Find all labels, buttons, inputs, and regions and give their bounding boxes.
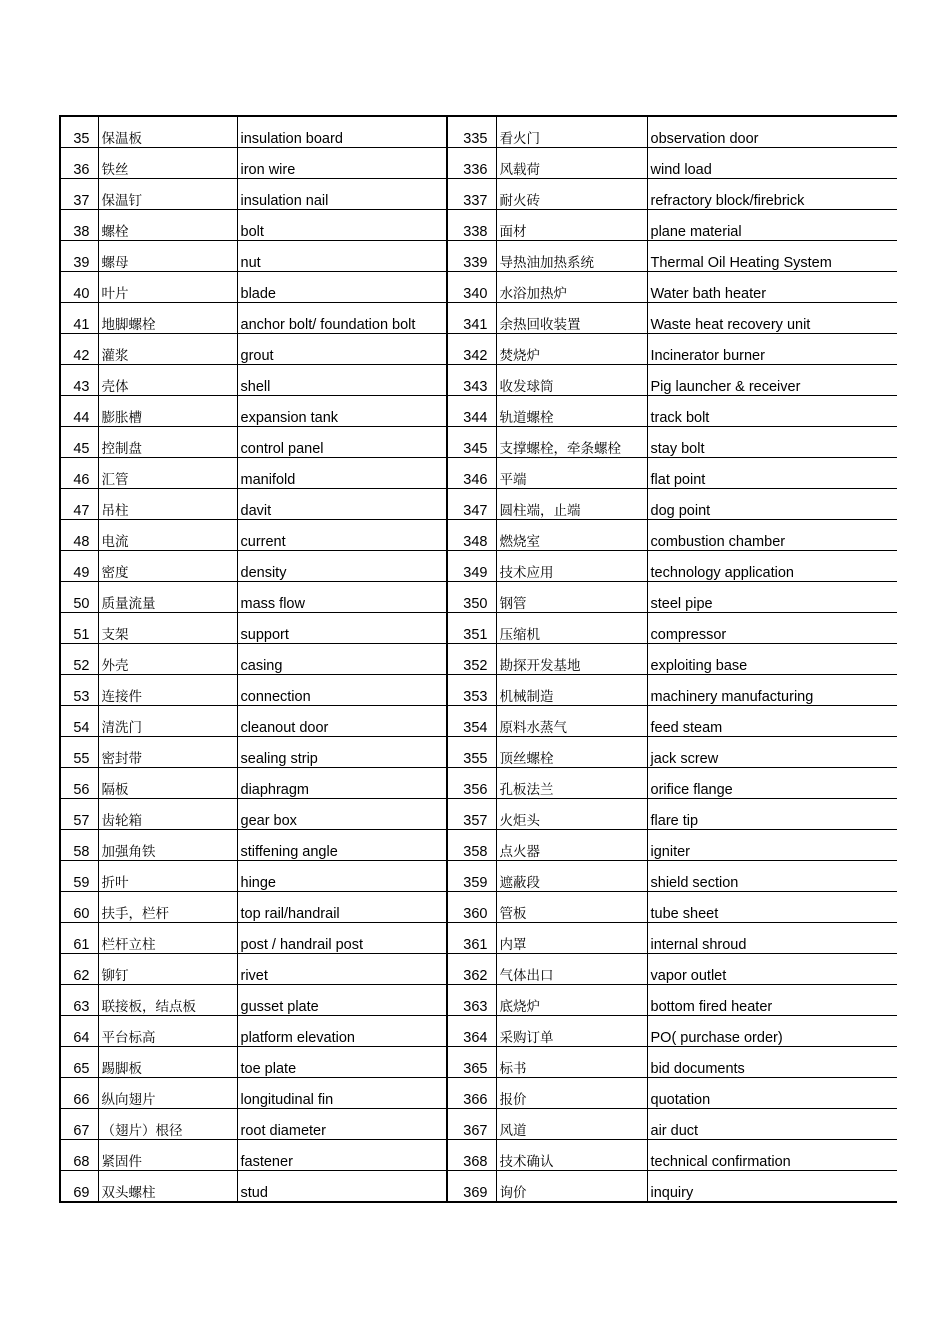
left-term-english: support bbox=[237, 613, 447, 644]
right-term-english: bottom fired heater bbox=[647, 985, 897, 1016]
left-term-number: 59 bbox=[60, 861, 98, 892]
right-term-english: machinery manufacturing bbox=[647, 675, 897, 706]
left-term-english: rivet bbox=[237, 954, 447, 985]
table-row bbox=[60, 1047, 897, 1078]
left-term-number: 52 bbox=[60, 644, 98, 675]
table-row bbox=[60, 861, 897, 892]
left-term-english: davit bbox=[237, 489, 447, 520]
table-row bbox=[60, 365, 897, 396]
table-row bbox=[60, 675, 897, 706]
table-row bbox=[60, 210, 897, 241]
left-term-number: 63 bbox=[60, 985, 98, 1016]
right-term-number: 346 bbox=[447, 458, 496, 489]
left-term-number: 51 bbox=[60, 613, 98, 644]
right-term-english: refractory block/firebrick bbox=[647, 179, 897, 210]
table-row bbox=[60, 303, 897, 334]
left-term-number: 53 bbox=[60, 675, 98, 706]
left-term-english: insulation board bbox=[237, 116, 447, 148]
right-term-english: dog point bbox=[647, 489, 897, 520]
table-row bbox=[60, 334, 897, 365]
table-row bbox=[60, 582, 897, 613]
left-term-english: diaphragm bbox=[237, 768, 447, 799]
left-term-number: 36 bbox=[60, 148, 98, 179]
right-term-chinese: 支撑螺栓，牵条螺栓 bbox=[496, 427, 647, 458]
table-row bbox=[60, 551, 897, 582]
table-row bbox=[60, 1171, 897, 1203]
left-term-chinese: 密封带 bbox=[98, 737, 237, 768]
right-term-english: track bolt bbox=[647, 396, 897, 427]
left-term-english: platform elevation bbox=[237, 1016, 447, 1047]
left-term-chinese: 支架 bbox=[98, 613, 237, 644]
left-term-english: toe plate bbox=[237, 1047, 447, 1078]
left-term-chinese: 铁丝 bbox=[98, 148, 237, 179]
right-term-english: flat point bbox=[647, 458, 897, 489]
right-term-chinese: 勘探开发基地 bbox=[496, 644, 647, 675]
left-term-chinese: 地脚螺栓 bbox=[98, 303, 237, 334]
left-term-number: 64 bbox=[60, 1016, 98, 1047]
left-term-number: 47 bbox=[60, 489, 98, 520]
right-term-english: plane material bbox=[647, 210, 897, 241]
left-term-english: post / handrail post bbox=[237, 923, 447, 954]
right-term-number: 349 bbox=[447, 551, 496, 582]
glossary-table bbox=[59, 115, 897, 1203]
right-term-chinese: 气体出口 bbox=[496, 954, 647, 985]
left-term-number: 43 bbox=[60, 365, 98, 396]
left-term-english: shell bbox=[237, 365, 447, 396]
left-term-chinese: 紧固件 bbox=[98, 1140, 237, 1171]
table-row bbox=[60, 706, 897, 737]
right-term-english: Thermal Oil Heating System bbox=[647, 241, 897, 272]
table-row bbox=[60, 489, 897, 520]
left-term-chinese: 隔板 bbox=[98, 768, 237, 799]
right-term-number: 364 bbox=[447, 1016, 496, 1047]
left-term-english: current bbox=[237, 520, 447, 551]
right-term-english: combustion chamber bbox=[647, 520, 897, 551]
left-term-number: 69 bbox=[60, 1171, 98, 1203]
left-term-chinese: 叶片 bbox=[98, 272, 237, 303]
right-term-number: 356 bbox=[447, 768, 496, 799]
table-row bbox=[60, 179, 897, 210]
left-term-english: gear box bbox=[237, 799, 447, 830]
right-term-number: 340 bbox=[447, 272, 496, 303]
left-term-number: 60 bbox=[60, 892, 98, 923]
right-term-chinese: 报价 bbox=[496, 1078, 647, 1109]
right-term-chinese: 水浴加热炉 bbox=[496, 272, 647, 303]
right-term-chinese: 火炬头 bbox=[496, 799, 647, 830]
left-term-english: top rail/handrail bbox=[237, 892, 447, 923]
left-term-english: bolt bbox=[237, 210, 447, 241]
table-row bbox=[60, 272, 897, 303]
table-row bbox=[60, 148, 897, 179]
left-term-english: root diameter bbox=[237, 1109, 447, 1140]
right-term-chinese: 点火器 bbox=[496, 830, 647, 861]
left-term-number: 46 bbox=[60, 458, 98, 489]
right-term-english: shield section bbox=[647, 861, 897, 892]
right-term-english: Waste heat recovery unit bbox=[647, 303, 897, 334]
right-term-number: 354 bbox=[447, 706, 496, 737]
table-row bbox=[60, 1078, 897, 1109]
right-term-chinese: 内罩 bbox=[496, 923, 647, 954]
left-term-chinese: 汇管 bbox=[98, 458, 237, 489]
left-term-chinese: 纵向翅片 bbox=[98, 1078, 237, 1109]
left-term-chinese: 螺母 bbox=[98, 241, 237, 272]
left-term-english: fastener bbox=[237, 1140, 447, 1171]
left-term-english: stud bbox=[237, 1171, 447, 1203]
right-term-chinese: 轨道螺栓 bbox=[496, 396, 647, 427]
right-term-number: 355 bbox=[447, 737, 496, 768]
right-term-english: vapor outlet bbox=[647, 954, 897, 985]
right-term-chinese: 圆柱端，止端 bbox=[496, 489, 647, 520]
left-term-number: 45 bbox=[60, 427, 98, 458]
right-term-chinese: 管板 bbox=[496, 892, 647, 923]
right-term-chinese: 面材 bbox=[496, 210, 647, 241]
right-term-english: bid documents bbox=[647, 1047, 897, 1078]
left-term-chinese: 清洗门 bbox=[98, 706, 237, 737]
right-term-number: 361 bbox=[447, 923, 496, 954]
right-term-number: 341 bbox=[447, 303, 496, 334]
right-term-chinese: 导热油加热系统 bbox=[496, 241, 647, 272]
left-term-chinese: 齿轮箱 bbox=[98, 799, 237, 830]
right-term-english: air duct bbox=[647, 1109, 897, 1140]
right-term-number: 357 bbox=[447, 799, 496, 830]
right-term-number: 367 bbox=[447, 1109, 496, 1140]
left-term-english: blade bbox=[237, 272, 447, 303]
left-term-english: stiffening angle bbox=[237, 830, 447, 861]
right-term-number: 358 bbox=[447, 830, 496, 861]
left-term-english: hinge bbox=[237, 861, 447, 892]
left-term-number: 48 bbox=[60, 520, 98, 551]
left-term-chinese: 控制盘 bbox=[98, 427, 237, 458]
left-term-english: cleanout door bbox=[237, 706, 447, 737]
right-term-chinese: 平端 bbox=[496, 458, 647, 489]
left-term-number: 62 bbox=[60, 954, 98, 985]
left-term-number: 61 bbox=[60, 923, 98, 954]
left-term-number: 49 bbox=[60, 551, 98, 582]
right-term-english: inquiry bbox=[647, 1171, 897, 1203]
right-term-english: internal shroud bbox=[647, 923, 897, 954]
right-term-chinese: 技术确认 bbox=[496, 1140, 647, 1171]
right-term-english: feed steam bbox=[647, 706, 897, 737]
right-term-chinese: 钢管 bbox=[496, 582, 647, 613]
right-term-chinese: 询价 bbox=[496, 1171, 647, 1203]
right-term-english: PO( purchase order) bbox=[647, 1016, 897, 1047]
table-row bbox=[60, 954, 897, 985]
left-term-chinese: 电流 bbox=[98, 520, 237, 551]
right-term-number: 338 bbox=[447, 210, 496, 241]
left-term-english: gusset plate bbox=[237, 985, 447, 1016]
right-term-english: technology application bbox=[647, 551, 897, 582]
right-term-number: 351 bbox=[447, 613, 496, 644]
table-row bbox=[60, 768, 897, 799]
left-term-chinese: 吊柱 bbox=[98, 489, 237, 520]
table-row bbox=[60, 116, 897, 148]
right-term-chinese: 耐火砖 bbox=[496, 179, 647, 210]
left-term-chinese: 栏杆立柱 bbox=[98, 923, 237, 954]
right-term-english: stay bolt bbox=[647, 427, 897, 458]
glossary-body bbox=[60, 116, 897, 1202]
table-row bbox=[60, 613, 897, 644]
left-term-english: nut bbox=[237, 241, 447, 272]
left-term-number: 38 bbox=[60, 210, 98, 241]
table-row bbox=[60, 923, 897, 954]
left-term-chinese: 平台标高 bbox=[98, 1016, 237, 1047]
right-term-number: 359 bbox=[447, 861, 496, 892]
right-term-number: 369 bbox=[447, 1171, 496, 1203]
right-term-number: 343 bbox=[447, 365, 496, 396]
left-term-chinese: 加强角铁 bbox=[98, 830, 237, 861]
right-term-number: 352 bbox=[447, 644, 496, 675]
left-term-number: 66 bbox=[60, 1078, 98, 1109]
right-term-chinese: 余热回收装置 bbox=[496, 303, 647, 334]
left-term-chinese: 灌浆 bbox=[98, 334, 237, 365]
table-row bbox=[60, 892, 897, 923]
left-term-number: 65 bbox=[60, 1047, 98, 1078]
left-term-chinese: 膨胀槽 bbox=[98, 396, 237, 427]
left-term-english: iron wire bbox=[237, 148, 447, 179]
right-term-number: 348 bbox=[447, 520, 496, 551]
right-term-english: jack screw bbox=[647, 737, 897, 768]
left-term-number: 58 bbox=[60, 830, 98, 861]
right-term-number: 339 bbox=[447, 241, 496, 272]
left-term-chinese: 外壳 bbox=[98, 644, 237, 675]
right-term-number: 344 bbox=[447, 396, 496, 427]
left-term-chinese: 质量流量 bbox=[98, 582, 237, 613]
left-term-chinese: 连接件 bbox=[98, 675, 237, 706]
table-row bbox=[60, 830, 897, 861]
left-term-number: 55 bbox=[60, 737, 98, 768]
right-term-english: Incinerator burner bbox=[647, 334, 897, 365]
right-term-chinese: 标书 bbox=[496, 1047, 647, 1078]
table-row bbox=[60, 427, 897, 458]
left-term-english: control panel bbox=[237, 427, 447, 458]
left-term-english: mass flow bbox=[237, 582, 447, 613]
right-term-number: 347 bbox=[447, 489, 496, 520]
left-term-chinese: 保温板 bbox=[98, 116, 237, 148]
left-term-number: 56 bbox=[60, 768, 98, 799]
left-term-chinese: 双头螺柱 bbox=[98, 1171, 237, 1203]
right-term-chinese: 焚烧炉 bbox=[496, 334, 647, 365]
right-term-chinese: 机械制造 bbox=[496, 675, 647, 706]
left-term-number: 40 bbox=[60, 272, 98, 303]
left-term-number: 50 bbox=[60, 582, 98, 613]
right-term-chinese: 顶丝螺栓 bbox=[496, 737, 647, 768]
table-row bbox=[60, 396, 897, 427]
right-term-chinese: 燃烧室 bbox=[496, 520, 647, 551]
right-term-number: 368 bbox=[447, 1140, 496, 1171]
left-term-chinese: 踢脚板 bbox=[98, 1047, 237, 1078]
right-term-chinese: 采购订单 bbox=[496, 1016, 647, 1047]
right-term-english: quotation bbox=[647, 1078, 897, 1109]
left-term-chinese: 螺栓 bbox=[98, 210, 237, 241]
left-term-number: 39 bbox=[60, 241, 98, 272]
table-row bbox=[60, 985, 897, 1016]
right-term-chinese: 看火门 bbox=[496, 116, 647, 148]
right-term-english: compressor bbox=[647, 613, 897, 644]
left-term-english: sealing strip bbox=[237, 737, 447, 768]
right-term-number: 362 bbox=[447, 954, 496, 985]
right-term-chinese: 压缩机 bbox=[496, 613, 647, 644]
right-term-english: steel pipe bbox=[647, 582, 897, 613]
left-term-english: connection bbox=[237, 675, 447, 706]
right-term-english: orifice flange bbox=[647, 768, 897, 799]
right-term-chinese: 孔板法兰 bbox=[496, 768, 647, 799]
left-term-number: 37 bbox=[60, 179, 98, 210]
left-term-english: grout bbox=[237, 334, 447, 365]
left-term-english: anchor bolt/ foundation bolt bbox=[237, 303, 447, 334]
right-term-english: flare tip bbox=[647, 799, 897, 830]
table-row bbox=[60, 1016, 897, 1047]
table-row bbox=[60, 737, 897, 768]
left-term-english: density bbox=[237, 551, 447, 582]
right-term-number: 342 bbox=[447, 334, 496, 365]
left-term-english: insulation nail bbox=[237, 179, 447, 210]
right-term-number: 336 bbox=[447, 148, 496, 179]
left-term-chinese: 密度 bbox=[98, 551, 237, 582]
right-term-number: 360 bbox=[447, 892, 496, 923]
right-term-english: igniter bbox=[647, 830, 897, 861]
right-term-number: 350 bbox=[447, 582, 496, 613]
left-term-chinese: 铆钉 bbox=[98, 954, 237, 985]
right-term-chinese: 遮蔽段 bbox=[496, 861, 647, 892]
left-term-chinese: 折叶 bbox=[98, 861, 237, 892]
right-term-number: 363 bbox=[447, 985, 496, 1016]
left-term-number: 67 bbox=[60, 1109, 98, 1140]
left-term-english: manifold bbox=[237, 458, 447, 489]
right-term-english: exploiting base bbox=[647, 644, 897, 675]
right-term-english: wind load bbox=[647, 148, 897, 179]
left-term-english: longitudinal fin bbox=[237, 1078, 447, 1109]
table-row bbox=[60, 241, 897, 272]
right-term-chinese: 收发球筒 bbox=[496, 365, 647, 396]
right-term-english: tube sheet bbox=[647, 892, 897, 923]
left-term-english: casing bbox=[237, 644, 447, 675]
right-term-english: Water bath heater bbox=[647, 272, 897, 303]
left-term-english: expansion tank bbox=[237, 396, 447, 427]
left-term-number: 41 bbox=[60, 303, 98, 334]
right-term-number: 345 bbox=[447, 427, 496, 458]
right-term-english: Pig launcher & receiver bbox=[647, 365, 897, 396]
right-term-chinese: 底烧炉 bbox=[496, 985, 647, 1016]
left-term-chinese: 联接板，结点板 bbox=[98, 985, 237, 1016]
right-term-number: 366 bbox=[447, 1078, 496, 1109]
table-row bbox=[60, 1140, 897, 1171]
right-term-chinese: 风道 bbox=[496, 1109, 647, 1140]
right-term-chinese: 风载荷 bbox=[496, 148, 647, 179]
table-row bbox=[60, 799, 897, 830]
left-term-number: 57 bbox=[60, 799, 98, 830]
table-row bbox=[60, 458, 897, 489]
left-term-chinese: 扶手，栏杆 bbox=[98, 892, 237, 923]
left-term-chinese: 壳体 bbox=[98, 365, 237, 396]
right-term-chinese: 原料水蒸气 bbox=[496, 706, 647, 737]
left-term-number: 42 bbox=[60, 334, 98, 365]
left-term-chinese: 保温钉 bbox=[98, 179, 237, 210]
right-term-number: 353 bbox=[447, 675, 496, 706]
right-term-number: 337 bbox=[447, 179, 496, 210]
left-term-number: 54 bbox=[60, 706, 98, 737]
left-term-number: 44 bbox=[60, 396, 98, 427]
right-term-number: 335 bbox=[447, 116, 496, 148]
right-term-english: technical confirmation bbox=[647, 1140, 897, 1171]
left-term-chinese: （翅片）根径 bbox=[98, 1109, 237, 1140]
table-row bbox=[60, 644, 897, 675]
left-term-number: 68 bbox=[60, 1140, 98, 1171]
right-term-chinese: 技术应用 bbox=[496, 551, 647, 582]
table-row bbox=[60, 1109, 897, 1140]
left-term-number: 35 bbox=[60, 116, 98, 148]
right-term-english: observation door bbox=[647, 116, 897, 148]
table-row bbox=[60, 520, 897, 551]
right-term-number: 365 bbox=[447, 1047, 496, 1078]
